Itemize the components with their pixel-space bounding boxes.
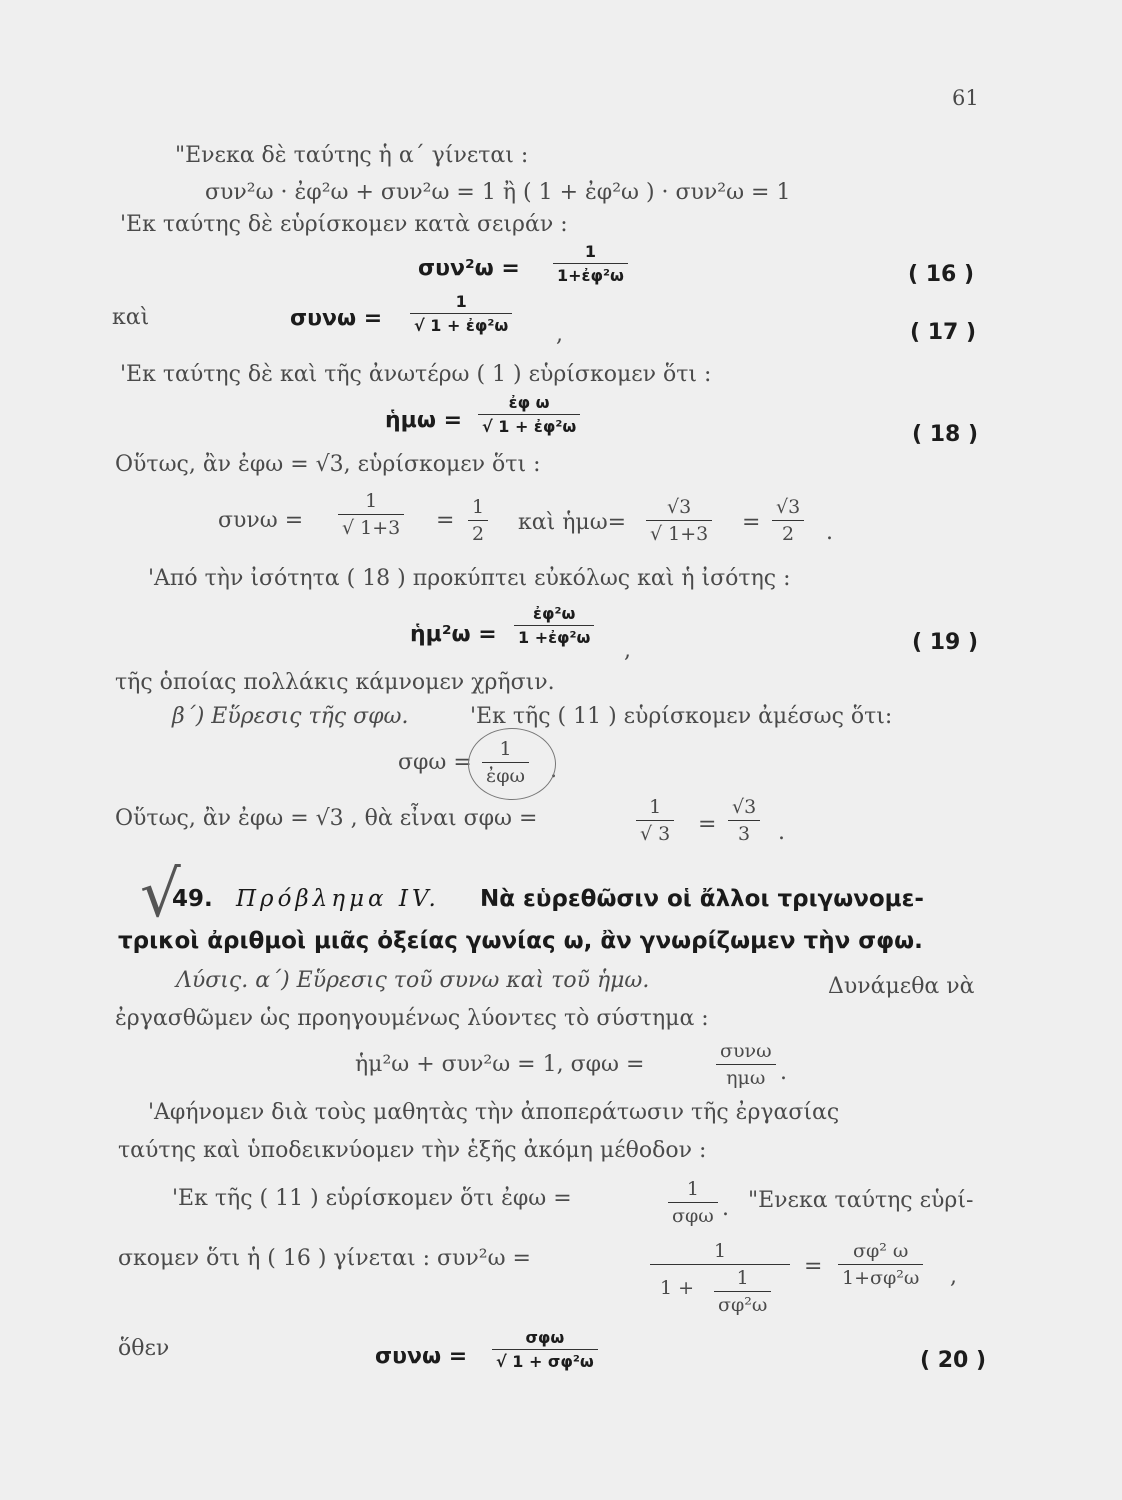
text-line: τῆς ὁποίας πολλάκις κάμνομεν χρῆσιν.: [115, 670, 555, 695]
text-line: "Ενεκα ταύτης εὑρί-: [748, 1188, 974, 1213]
punctuation: .: [550, 758, 557, 783]
text-line: 'Αφήνομεν διὰ τοὺς μαθητὰς τὴν ἀποπεράτωσιν τῆς ἐργασίας: [148, 1100, 840, 1125]
text-line: Οὕτως, ἂν ἐφω = √3 , θὰ εἶναι σφω =: [115, 806, 538, 831]
text-line: "Ενεκα δὲ ταύτης ἡ α΄ γίνεται :: [175, 143, 529, 168]
fraction-numerator: 1: [553, 242, 628, 264]
equals-sign: =: [804, 1254, 823, 1279]
fraction: [728, 796, 760, 845]
equation-lhs: ἡμ²ω =: [410, 622, 497, 647]
fraction: [772, 496, 804, 545]
text-line: καὶ: [112, 305, 150, 330]
punctuation: .: [826, 520, 833, 545]
fraction-denominator: 2: [472, 523, 485, 545]
equation-number: ( 17 ): [910, 320, 977, 345]
equation-lhs: συν²ω =: [418, 256, 520, 281]
text-line: Δυνάμεθα νὰ: [828, 974, 975, 999]
fraction-numerator: σφ² ω: [838, 1240, 923, 1265]
fraction-denominator: 2: [782, 523, 795, 545]
equation-lhs: σφω =: [398, 750, 472, 775]
fraction-numerator: 1: [636, 796, 674, 821]
fraction-denominator: 3: [738, 823, 751, 845]
problem-statement: τρικοὶ ἀριθμοὶ μιᾶς ὀξείας γωνίας ω, ἂν γνωρίζωμεν τὴν σφω.: [118, 928, 923, 954]
solution-subtitle: Λύσις. α΄) Εὕρεσις τοῦ συνω καὶ τοῦ ἡμω.: [176, 968, 650, 993]
fraction-denominator: 1+σφ²ω: [842, 1267, 920, 1289]
inner-fraction: [714, 1267, 771, 1316]
fraction-numerator: 1: [668, 1178, 718, 1203]
text-line: 'Εκ ταύτης δὲ καὶ τῆς ἀνωτέρω ( 1 ) εὑρίσκομεν ὅτι :: [120, 362, 712, 387]
fraction-numerator: √3: [646, 496, 712, 521]
fraction-numerator: 1: [650, 1240, 790, 1265]
fraction-denominator: √ 1 + ἐφ²ω: [414, 316, 509, 335]
text-line: καὶ ἡμω=: [518, 510, 627, 535]
fraction: [478, 393, 580, 436]
problem-label: Πρόβλημα IV.: [236, 886, 440, 912]
fraction-numerator: ἐφ²ω: [514, 604, 594, 626]
fraction-denominator: σφ²ω: [718, 1294, 768, 1316]
equation-number: ( 18 ): [912, 422, 979, 447]
equation-lhs: ἡμω =: [385, 408, 463, 433]
fraction: [646, 496, 712, 545]
fraction-denominator: √ 3: [640, 823, 671, 845]
problem-number: 49.: [172, 886, 213, 912]
equation-lhs: συνω =: [375, 1344, 468, 1369]
equation-number: ( 20 ): [920, 1348, 987, 1373]
equation-lhs: συνω =: [290, 306, 383, 331]
equals-sign: =: [698, 812, 717, 837]
text-line: 'Εκ ταύτης δὲ εὑρίσκομεν κατὰ σειράν :: [120, 212, 568, 237]
fraction: [468, 496, 488, 545]
pencil-circle-annotation: [468, 728, 556, 800]
denominator-prefix: 1 +: [660, 1277, 695, 1299]
punctuation: ,: [556, 322, 563, 347]
fraction-numerator: 1: [410, 292, 512, 314]
fraction-denominator: √ 1+3: [342, 517, 401, 539]
punctuation: ,: [624, 638, 631, 663]
fraction-numerator: ἐφ ω: [478, 393, 580, 415]
fraction-denominator: 1 +ἐφ²ω: [518, 628, 591, 647]
text-line: 'Εκ τῆς ( 11 ) εὑρίσκομεν ἀμέσως ὅτι:: [470, 704, 893, 729]
equals-sign: =: [742, 510, 761, 535]
fraction-numerator: συνω: [716, 1040, 776, 1065]
fraction-denominator: σφω: [672, 1205, 714, 1227]
punctuation: ,: [950, 1264, 957, 1289]
fraction-denominator: √ 1 + σφ²ω: [496, 1352, 594, 1371]
fraction: [492, 1328, 598, 1371]
fraction-denominator: [650, 1265, 790, 1316]
fraction: [514, 604, 594, 647]
fraction: [636, 796, 674, 845]
fraction-denominator: ημω: [726, 1067, 766, 1089]
fraction-denominator: √ 1+3: [650, 523, 709, 545]
equation-number: ( 19 ): [912, 630, 979, 655]
fraction-numerator: 1: [482, 738, 529, 763]
fraction-denominator: √ 1 + ἐφ²ω: [482, 417, 577, 436]
text-line: σκομεν ὅτι ἡ ( 16 ) γίνεται : συν²ω =: [118, 1246, 531, 1271]
problem-statement: Νὰ εὑρεθῶσιν οἱ ἄλλοι τριγωνομε-: [480, 886, 924, 912]
text-line: 'Εκ τῆς ( 11 ) εὑρίσκομεν ὅτι ἐφω =: [172, 1186, 572, 1211]
page-number: 61: [952, 86, 979, 110]
equation-lhs: ἡμ²ω + συν²ω = 1, σφω =: [355, 1052, 645, 1077]
fraction-numerator: σφω: [492, 1328, 598, 1350]
punctuation: .: [722, 1196, 729, 1221]
fraction: [553, 242, 628, 285]
fraction: [716, 1040, 776, 1089]
punctuation: .: [780, 1060, 787, 1085]
text-line: 'Από τὴν ἰσότητα ( 18 ) προκύπτει εὐκόλως καὶ ἡ ἰσότης :: [148, 566, 791, 591]
fraction: [668, 1178, 718, 1227]
fraction-numerator: 1: [714, 1267, 771, 1292]
fraction-denominator: ἐφω: [486, 765, 525, 787]
fraction: [838, 1240, 923, 1289]
margin-check-mark: √: [140, 858, 181, 932]
equation-line: συν²ω · ἐφ²ω + συν²ω = 1 ἢ ( 1 + ἐφ²ω ) · συν²ω = 1: [205, 180, 791, 205]
fraction-numerator: √3: [728, 796, 760, 821]
fraction-numerator: 1: [338, 490, 404, 515]
fraction-numerator: √3: [772, 496, 804, 521]
fraction-denominator: 1+ἐφ²ω: [557, 266, 624, 285]
equation-lhs: συνω =: [218, 508, 304, 533]
equals-sign: =: [436, 508, 455, 533]
text-line: ὅθεν: [118, 1336, 170, 1361]
fraction-numerator: 1: [468, 496, 488, 521]
text-line: ταύτης καὶ ὑποδεικνύομεν τὴν ἑξῆς ἀκόμη μέθοδον :: [118, 1138, 707, 1163]
text-line: Οὕτως, ἂν ἐφω = √3, εὑρίσκομεν ὅτι :: [115, 452, 541, 477]
equation-number: ( 16 ): [908, 262, 975, 287]
punctuation: .: [778, 820, 785, 845]
subsection-title: β΄) Εὕρεσις τῆς σφω.: [172, 704, 409, 729]
compound-fraction: [650, 1240, 790, 1316]
text-line: ἐργασθῶμεν ὡς προηγουμένως λύοντες τὸ σύστημα :: [115, 1006, 709, 1031]
fraction: [410, 292, 512, 335]
fraction: [338, 490, 404, 539]
